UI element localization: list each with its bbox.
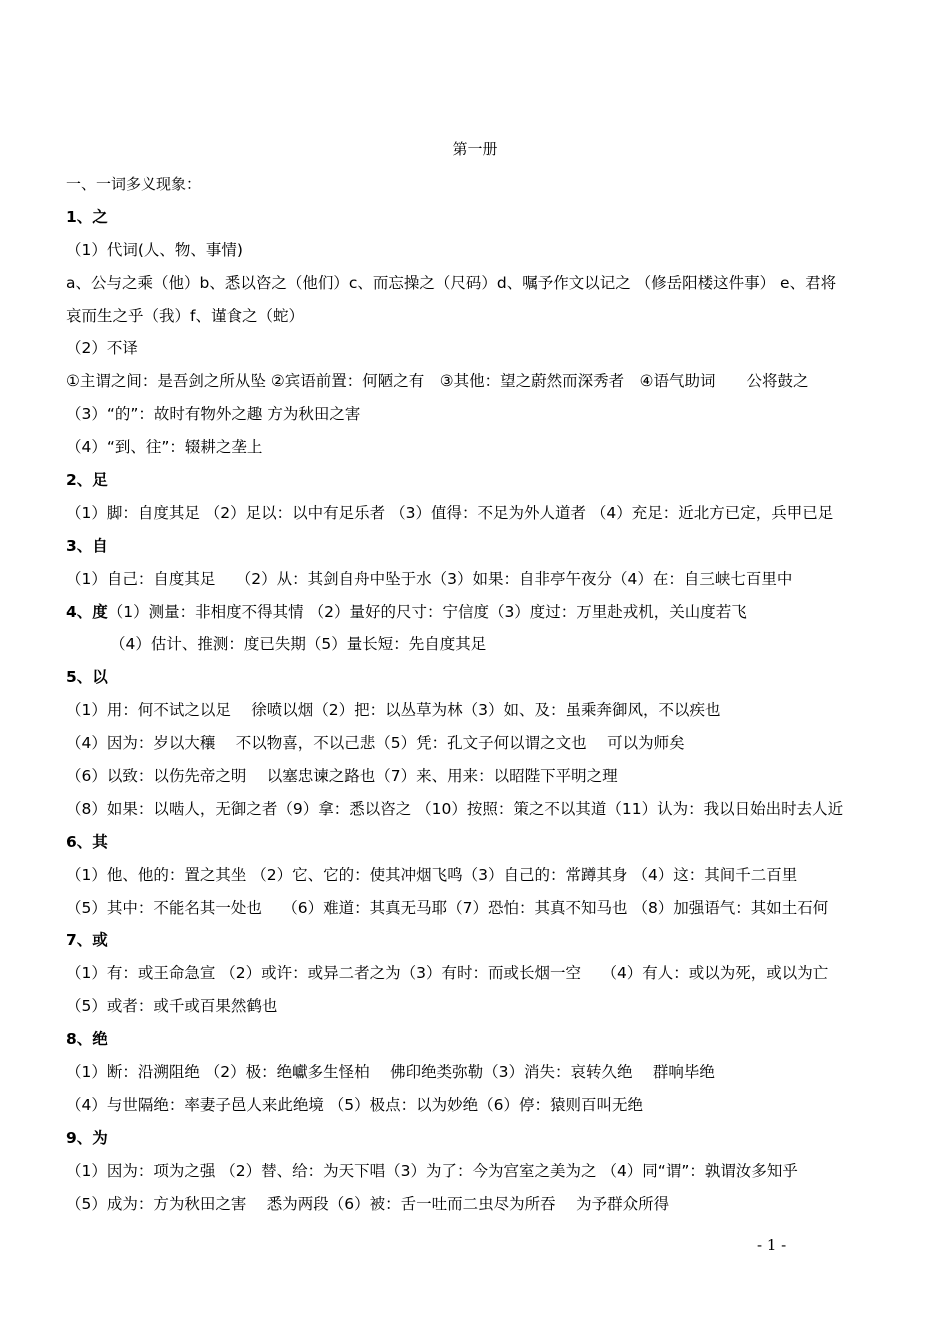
entry-line: ①主谓之间：是吾剑之所从坠 ②宾语前置：何陋之有 ③其他：望之蔚然而深秀者 ④语气助词 公将鼓之	[66, 372, 809, 391]
entry-line: （1）因为：项为之强 （2）替、给：为天下唱（3）为了：今为宫室之美为之 （4）同“谓”：孰谓汝多知乎	[66, 1161, 798, 1180]
entry-line: （1）用：何不试之以足 徐喷以烟（2）把：以丛草为林（3）如、及：虽乘奔御风，不以疾也	[66, 701, 721, 720]
content-body	[66, 168, 896, 1221]
entry-heading: 3、自	[66, 536, 108, 555]
entry-line: （6）以致：以伤先帝之明 以塞忠谏之路也（7）来、用来：以昭陛下平明之理	[66, 767, 618, 786]
entry-line: （1）断：沿溯阻绝 （2）极：绝巘多生怪柏 佛印绝类弥勒（3）消失：哀转久绝 群响毕绝	[66, 1063, 715, 1082]
entry-line: （4）与世隔绝：率妻子邑人来此绝境 （5）极点：以为妙绝（6）停：猿则百叫无绝	[66, 1095, 644, 1114]
entry-line: （2）不译	[66, 339, 138, 358]
entry-heading: 8、绝	[66, 1030, 108, 1049]
entry-heading: 1、之	[66, 207, 108, 226]
entry-line: （5）成为：方为秋田之害 悉为两段（6）被：舌一吐而二虫尽为所吞 为予群众所得	[66, 1194, 670, 1213]
entry-text: （1）测量：非相度不得其情 （2）量好的尺寸：宁信度（3）度过：万里赴戎机，关山度若飞	[107, 602, 747, 621]
entry-line: （4）因为：岁以大穰 不以物喜，不以己悲（5）凭：孔文子何以谓之文也 可以为师矣	[66, 734, 685, 753]
entry-line	[66, 596, 896, 629]
entry-line: （8）如果：以啮人，无御之者（9）拿：悉以咨之 （10）按照：策之不以其道（11）认为：我以日始出时去人近	[66, 799, 844, 818]
entry-line: （4）估计、推测：度已失期（5）量长短：先自度其足	[110, 635, 487, 654]
entry-line: （5）其中：不能名其一处也 （6）难道：其真无马耶（7）恐怕：其真不知马也 （8）加强语气：其如土石何	[66, 898, 829, 917]
entry-line: （1）脚：自度其足 （2）足以：以中有足乐者 （3）值得：不足为外人道者 （4）充足：近北方已定，兵甲已足	[66, 503, 834, 522]
entry-heading: 6、其	[66, 832, 108, 851]
entry-heading: 9、为	[66, 1128, 108, 1147]
entry-line: 哀而生之乎（我）f、谨食之（蛇）	[66, 306, 304, 325]
page-title: 第一册	[452, 140, 498, 158]
entry-line: （1）自己：自度其足 （2）从：其剑自舟中坠于水（3）如果：自非亭午夜分（4）在：自三峡七百里中	[66, 569, 793, 588]
entry-line: （4）“到、往”：辍耕之垄上	[66, 438, 263, 457]
entry-line: （1）有：或王命急宣 （2）或许：或异二者之为（3）有时：而或长烟一空 （4）有人：或以为死，或以为亡	[66, 964, 829, 983]
entry-line: （3）“的”：故时有物外之趣 方为秋田之害	[66, 405, 361, 424]
entry-heading: 4、度	[66, 602, 108, 621]
entry-line: a、公与之乘（他）b、悉以咨之（他们）c、而忘操之（尺码）d、嘱予作文以记之 （修岳阳楼这件事） e、君将	[66, 273, 837, 292]
entry-heading: 5、以	[66, 668, 108, 687]
entry-line: （1）代词(人、物、事情)	[66, 240, 243, 259]
section-heading: 一、一词多义现象：	[66, 175, 202, 193]
page-number: - 1 -	[757, 1236, 787, 1254]
entry-heading: 2、足	[66, 471, 108, 490]
entry-line: （5）或者：或千或百果然鹤也	[66, 997, 278, 1016]
entry-line: （1）他、他的：置之其坐 （2）它、它的：使其冲烟飞鸣（3）自己的：常蹲其身 （4）这：其间千二百里	[66, 865, 798, 884]
entry-heading: 7、或	[66, 931, 108, 950]
